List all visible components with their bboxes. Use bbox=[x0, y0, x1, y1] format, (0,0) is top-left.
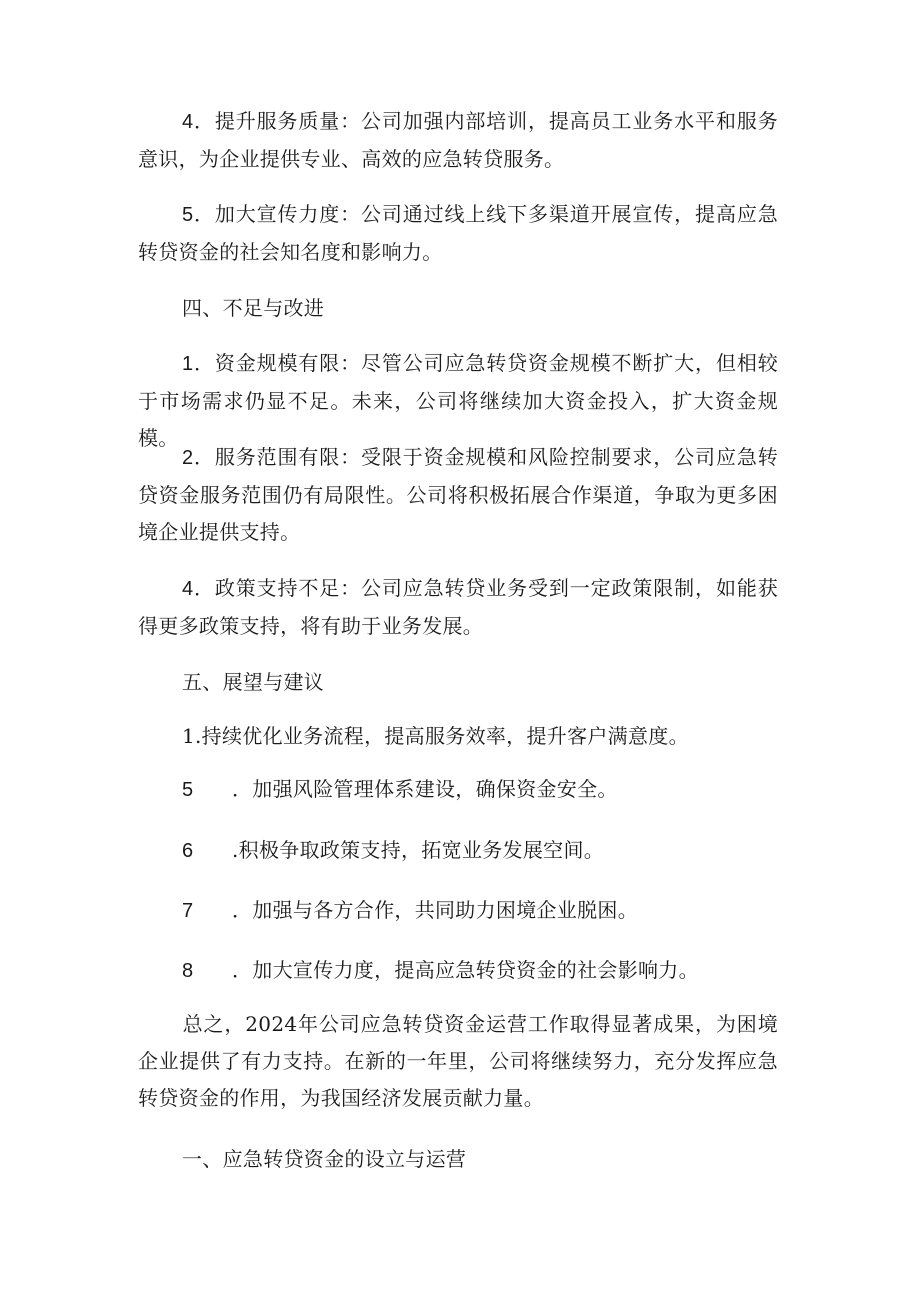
item-text: ．加强风险管理体系建设，确保资金安全。 bbox=[232, 777, 618, 801]
paragraph-conclusion bbox=[138, 1006, 778, 1117]
item-text: ．提升服务质量：公司加强内部培训，提高员工业务水平和服务意识，为企业提供专业、高效的应急转贷服务。 bbox=[138, 109, 778, 171]
section-heading-shortcomings: 四、不足与改进 bbox=[182, 296, 325, 320]
paragraph-service-quality bbox=[138, 103, 778, 178]
item-number: 8 bbox=[182, 960, 194, 982]
outlook-item-8 bbox=[182, 952, 699, 990]
item-text: ．政策支持不足：公司应急转贷业务受到一定政策限制，如能获得更多政策支持，将有助于业务发展。 bbox=[138, 576, 778, 638]
item-text: ．服务范围有限：受限于资金规模和风险控制要求，公司应急转贷资金服务范围仍有局限性。公司将积极拓展合作渠道，争取为更多困境企业提供支持。 bbox=[138, 445, 778, 544]
paragraph-service-scope bbox=[138, 439, 778, 551]
conclusion-text: 总之，2024年公司应急转贷资金运营工作取得显著成果，为困境企业提供了有力支持。在新的一年里，公司将继续努力，充分发挥应急转贷资金的作用，为我国经济发展贡献力量。 bbox=[138, 1012, 778, 1110]
item-number: 7 bbox=[182, 900, 194, 922]
paragraph-publicity bbox=[138, 196, 778, 271]
item-text: ．加大宣传力度，提高应急转贷资金的社会影响力。 bbox=[232, 958, 699, 982]
item-number: 5 bbox=[182, 779, 194, 801]
item-number: 1 bbox=[182, 353, 194, 375]
item-text: .积极争取政策支持，拓宽业务发展空间。 bbox=[232, 838, 605, 862]
item-text: ．加大宣传力度：公司通过线上线下多渠道开展宣传，提高应急转贷资金的社会知名度和影响力。 bbox=[138, 202, 778, 264]
item-number: 4 bbox=[182, 111, 194, 133]
outlook-item-7 bbox=[182, 892, 638, 930]
outlook-item-5 bbox=[182, 771, 618, 809]
paragraph-policy-support bbox=[138, 570, 778, 645]
item-text: ．资金规模有限：尽管公司应急转贷资金规模不断扩大，但相较于市场需求仍显不足。未来，公司将继续加大资金投入，扩大资金规模。 bbox=[138, 351, 778, 450]
item-number: 6 bbox=[182, 840, 194, 862]
outlook-item-1: 1.持续优化业务流程，提高服务效率，提升客户满意度。 bbox=[182, 724, 689, 748]
outlook-item-6 bbox=[182, 832, 604, 870]
section-heading-outlook: 五、展望与建议 bbox=[182, 670, 325, 694]
item-text: ．加强与各方合作，共同助力困境企业脱困。 bbox=[232, 898, 638, 922]
item-number: 2 bbox=[182, 447, 194, 469]
item-number: 5 bbox=[182, 204, 194, 226]
item-number: 4 bbox=[182, 578, 194, 600]
section-heading-establishment: 一、应急转贷资金的设立与运营 bbox=[182, 1147, 467, 1171]
